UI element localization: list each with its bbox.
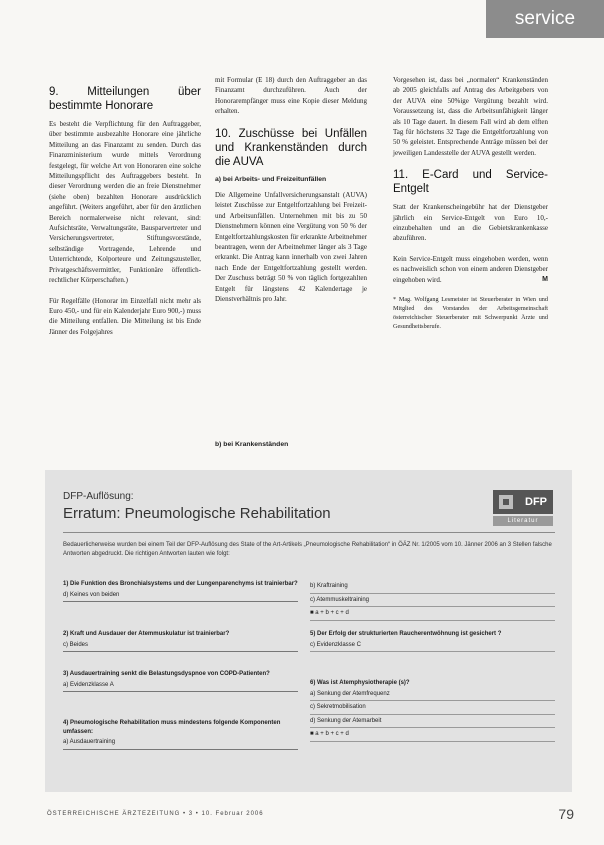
paragraph: Vorgesehen ist, dass bei „normalen“ Krankenständen ab 2005 gleichfalls auf Antrag des Arbeitgebers von der AUVA eine 50%ige Vergütung bezahlt wird. Voraussetzung ist, dass die Arbeitsunfähigkeit länger als 10 Tage dauert. In diesem Fall wird ab dem elften Tag für höchstens 32 Tage die Entgeltfortzahlung von 50 % geleistet. Entsprechende Anträge müssen bei der jeweiligen Landesstelle der AUVA gestellt werden. bbox=[393, 76, 548, 157]
heading-11: 11. E-Card und Service-Entgelt bbox=[393, 169, 548, 196]
end-mark: M bbox=[542, 275, 548, 283]
paragraph: Statt der Krankenscheingebühr hat der Dienstgeber jährlich ein Service-Entgelt von Euro 10,- einzubehalten und an die Gebietskrankenkasse abzuführen. bbox=[393, 203, 548, 243]
column-2 bbox=[215, 75, 367, 315]
qa-item: 1) Die Funktion des Bronchialsystems und der Lungenparenchyms ist trainierbar? d) Keines von beiden bbox=[63, 580, 298, 602]
qa-item: b) Kraftraining c) Atemmuskeltraining ■ a + b + c + d bbox=[310, 580, 555, 621]
page-number: 79 bbox=[558, 806, 574, 822]
section-tab bbox=[486, 0, 604, 38]
column-3 bbox=[393, 75, 548, 331]
paragraph: Kein Service-Entgelt muss eingehoben werden, wenn es nachweislich schon von einem anderen Dienstgeber eingehoben wird. M bbox=[393, 254, 548, 284]
paragraph: Für Regelfälle (Honorar im Einzelfall nicht mehr als Euro 450,- und für ein Kalenderjahr Euro 900,-) muss die Mitteilung entfallen. Die Mitteilung ist bis Ende Jänner des Folgejahres bbox=[49, 296, 201, 336]
column-1 bbox=[49, 85, 201, 347]
heading-10: 10. Zuschüsse bei Unfällen und Krankenständen durch die AUVA bbox=[215, 127, 367, 168]
divider bbox=[63, 532, 555, 533]
dfp-title: Erratum: Pneumologische Rehabilitation bbox=[63, 505, 331, 522]
qa-item: 2) Kraft und Ausdauer der Atemmuskulatur ist trainierbar? c) Beides bbox=[63, 630, 298, 652]
dfp-intro: Bedauerlicherweise wurden bei einem Teil der DFP-Auflösung des State of the Art-Artikels „Pneumologische Rehabilitation“ in ÖÄZ Nr. 1/2005 vom 10. Jänner 2006 an 3 Stellen falsche Antworten abgedruckt. Die richtigen Antworten lauten wie folgt: bbox=[63, 542, 552, 557]
qa-item: 5) Der Erfolg der strukturierten Raucherentwöhnung ist gesichert ? c) Evidenzklasse C bbox=[310, 630, 555, 652]
footnote: * Mag. Wolfgang Lesmeister ist Steuerberater in Wien und Mitglied des Vorstandes der Arbeitsgemeinschaft österreichischer Steuerberater mit Schwerpunkt Ärzte und Gesundheitsberufe. bbox=[393, 296, 548, 331]
section-label: service bbox=[514, 8, 576, 29]
paragraph: Die Allgemeine Unfallversicherungsanstalt (AUVA) leistet Zuschüsse zur Entgeltfortzahlung bei Freizeit- und Arbeitsunfällen. Unternehmen mit bis zu 50 Dienstnehmern können eine Vergütung von 50 % der Entgeltfortzahlungskosten für erkrankte Arbeitnehmer beantragen, wenn der Arbeitnehmer länger als 3 Tage erkrankt. Die Antrag kann innerhalb von zwei Jahren nach Ende der Entgeltfortzahlung gestellt werden. Der Zuschuss beträgt 50 % von täglich fortgezahlten Entgelt für längstens 42 Kalendertage je Dienstverhältnis pro Jahr. bbox=[215, 191, 367, 304]
paragraph: mit Formular (E 18) durch den Auftraggeber an das Finanzamt durchzuführen. Auch der Honorarempfänger muss eine Kopie dieser Meldung erhalten. bbox=[215, 76, 367, 116]
subheading-b: b) bei Krankenständen bbox=[215, 441, 289, 448]
heading-9: 9. Mitteilungen über bestimmte Honorare bbox=[49, 86, 201, 112]
subheading-a: a) bei Arbeits- und Freizeitunfällen bbox=[215, 175, 327, 183]
paragraph: Es besteht die Verpflichtung für den Auftraggeber, über bestimmte ausbezahlte Honorare eine jährliche Mitteilung an das Finanzamt zu senden. Durch das Finanzministerium wurde mittels Verordnung festgelegt, für welche Art von Honoraren eine solche Mitteilungspflicht des Auftraggebers besteht. In dieser Verordnung werden die an freie Dienstnehmer (siehe oben) bezahlten Honorare ausdrücklich angeführt. (Weiters angeführt, aber für den ärztlichen Bereich normalerweise nicht relevant, sind: Aufsichtsräte, Verwaltungsräte, Bausparvertreter und Versicherungsvertreter, Stiftungsvorstände, selbständige Vortragende, Lehrende und Unterrichtende, Kolporteure und Zeitungszusteller, Privatgeschäftsvermittler, Funktionäre öffentlich-rechtlicher Körperschaften.) bbox=[49, 120, 201, 285]
dfp-logo: DFP Literatur bbox=[493, 490, 553, 528]
logo-mark-icon bbox=[499, 495, 513, 509]
qa-item: 4) Pneumologische Rehabilitation muss mindestens folgende Komponenten umfassen: a) Ausdauertraining bbox=[63, 719, 298, 750]
footer-text: ÖSTERREICHISCHE ÄRZTEZEITUNG • 3 • 10. Februar 2006 bbox=[47, 811, 264, 817]
qa-item: 6) Was ist Atemphysiotherapie (s)? a) Senkung der Atemfrequenz c) Sekretmobilisation d) Senkung der Atemarbeit ■ a + b + c + d bbox=[310, 679, 555, 742]
qa-item: 3) Ausdauertraining senkt die Belastungsdyspnoe von COPD-Patienten? a) Evidenzklasse A bbox=[63, 670, 298, 692]
dfp-label: DFP-Auflösung: bbox=[63, 491, 134, 502]
